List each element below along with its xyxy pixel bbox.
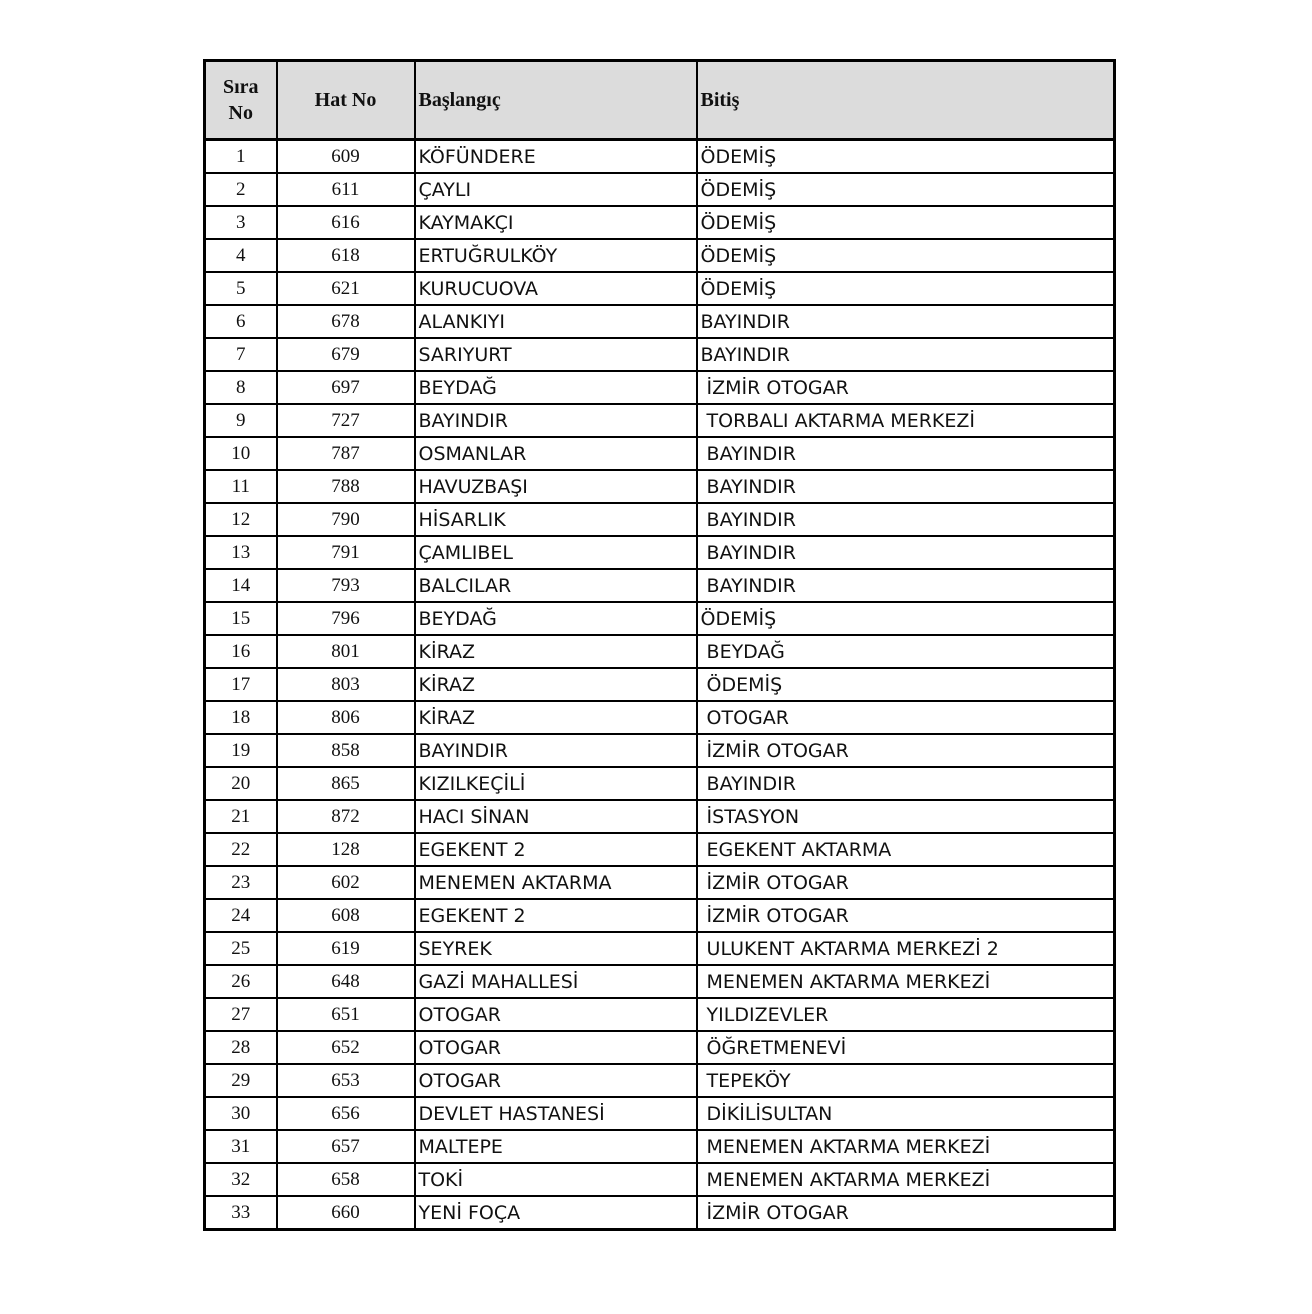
cell-sira-no: 16 <box>205 635 277 668</box>
cell-bitis: BAYINDIR <box>697 503 1115 536</box>
cell-bitis: ÖDEMİŞ <box>697 206 1115 239</box>
cell-hat-no: 793 <box>277 569 415 602</box>
cell-baslangic: ÇAMLIBEL <box>415 536 697 569</box>
cell-sira-no: 8 <box>205 371 277 404</box>
cell-baslangic: KIZILKEÇİLİ <box>415 767 697 800</box>
table-row <box>205 404 1115 437</box>
cell-bitis: MENEMEN AKTARMA MERKEZİ <box>697 1130 1115 1163</box>
cell-hat-no: 619 <box>277 932 415 965</box>
cell-sira-no: 21 <box>205 800 277 833</box>
cell-baslangic: OTOGAR <box>415 998 697 1031</box>
cell-bitis: EGEKENT AKTARMA <box>697 833 1115 866</box>
table-row <box>205 965 1115 998</box>
cell-baslangic: BEYDAĞ <box>415 602 697 635</box>
cell-sira-no: 32 <box>205 1163 277 1196</box>
cell-bitis: YILDIZEVLER <box>697 998 1115 1031</box>
cell-bitis: BAYINDIR <box>697 305 1115 338</box>
cell-hat-no: 872 <box>277 800 415 833</box>
table-row <box>205 272 1115 305</box>
cell-baslangic: HAVUZBAŞI <box>415 470 697 503</box>
cell-sira-no: 11 <box>205 470 277 503</box>
table-row <box>205 1130 1115 1163</box>
cell-hat-no: 621 <box>277 272 415 305</box>
cell-sira-no: 7 <box>205 338 277 371</box>
cell-sira-no: 14 <box>205 569 277 602</box>
cell-sira-no: 22 <box>205 833 277 866</box>
cell-bitis: ULUKENT AKTARMA MERKEZİ 2 <box>697 932 1115 965</box>
table-row <box>205 668 1115 701</box>
cell-hat-no: 801 <box>277 635 415 668</box>
table-row <box>205 602 1115 635</box>
cell-bitis: OTOGAR <box>697 701 1115 734</box>
cell-hat-no: 602 <box>277 866 415 899</box>
cell-bitis: BAYINDIR <box>697 437 1115 470</box>
cell-sira-no: 15 <box>205 602 277 635</box>
table-header <box>205 61 1115 140</box>
table-row <box>205 734 1115 767</box>
cell-bitis: BAYINDIR <box>697 470 1115 503</box>
cell-sira-no: 13 <box>205 536 277 569</box>
cell-hat-no: 678 <box>277 305 415 338</box>
cell-baslangic: MENEMEN AKTARMA <box>415 866 697 899</box>
table-row <box>205 305 1115 338</box>
cell-hat-no: 608 <box>277 899 415 932</box>
cell-bitis: BEYDAĞ <box>697 635 1115 668</box>
cell-sira-no: 17 <box>205 668 277 701</box>
cell-sira-no: 26 <box>205 965 277 998</box>
table-row <box>205 569 1115 602</box>
cell-hat-no: 653 <box>277 1064 415 1097</box>
cell-hat-no: 618 <box>277 239 415 272</box>
cell-baslangic: OTOGAR <box>415 1064 697 1097</box>
cell-baslangic: TOKİ <box>415 1163 697 1196</box>
table-row <box>205 932 1115 965</box>
table-row <box>205 536 1115 569</box>
cell-sira-no: 3 <box>205 206 277 239</box>
table-row <box>205 998 1115 1031</box>
cell-bitis: İSTASYON <box>697 800 1115 833</box>
header-sira-no: Sıra No <box>205 61 277 140</box>
cell-sira-no: 9 <box>205 404 277 437</box>
table-row <box>205 899 1115 932</box>
cell-baslangic: ÇAYLI <box>415 173 697 206</box>
cell-sira-no: 30 <box>205 1097 277 1130</box>
header-hat-no: Hat No <box>277 61 415 140</box>
cell-sira-no: 12 <box>205 503 277 536</box>
cell-hat-no: 790 <box>277 503 415 536</box>
table-row <box>205 1064 1115 1097</box>
cell-sira-no: 24 <box>205 899 277 932</box>
cell-baslangic: KAYMAKÇI <box>415 206 697 239</box>
table-row <box>205 866 1115 899</box>
cell-hat-no: 788 <box>277 470 415 503</box>
cell-baslangic: BAYINDIR <box>415 404 697 437</box>
cell-sira-no: 23 <box>205 866 277 899</box>
cell-bitis: DİKİLİSULTAN <box>697 1097 1115 1130</box>
cell-baslangic: ERTUĞRULKÖY <box>415 239 697 272</box>
cell-sira-no: 1 <box>205 140 277 174</box>
cell-bitis: BAYINDIR <box>697 767 1115 800</box>
table-row <box>205 173 1115 206</box>
cell-baslangic: EGEKENT 2 <box>415 899 697 932</box>
cell-bitis: MENEMEN AKTARMA MERKEZİ <box>697 965 1115 998</box>
cell-baslangic: MALTEPE <box>415 1130 697 1163</box>
cell-bitis: BAYINDIR <box>697 536 1115 569</box>
cell-hat-no: 697 <box>277 371 415 404</box>
cell-baslangic: GAZİ MAHALLESİ <box>415 965 697 998</box>
cell-hat-no: 858 <box>277 734 415 767</box>
cell-hat-no: 656 <box>277 1097 415 1130</box>
cell-bitis: MENEMEN AKTARMA MERKEZİ <box>697 1163 1115 1196</box>
cell-sira-no: 27 <box>205 998 277 1031</box>
route-table <box>203 59 1116 1231</box>
cell-baslangic: BALCILAR <box>415 569 697 602</box>
table-row <box>205 1097 1115 1130</box>
cell-baslangic: HACI SİNAN <box>415 800 697 833</box>
cell-hat-no: 787 <box>277 437 415 470</box>
cell-bitis: ÖDEMİŞ <box>697 173 1115 206</box>
cell-hat-no: 611 <box>277 173 415 206</box>
cell-bitis: BAYINDIR <box>697 338 1115 371</box>
table-body <box>205 140 1115 1230</box>
cell-sira-no: 6 <box>205 305 277 338</box>
cell-hat-no: 679 <box>277 338 415 371</box>
cell-sira-no: 2 <box>205 173 277 206</box>
cell-baslangic: SARIYURT <box>415 338 697 371</box>
cell-hat-no: 648 <box>277 965 415 998</box>
table-row <box>205 503 1115 536</box>
cell-bitis: ÖDEMİŞ <box>697 668 1115 701</box>
table-row <box>205 635 1115 668</box>
cell-baslangic: BEYDAĞ <box>415 371 697 404</box>
cell-hat-no: 651 <box>277 998 415 1031</box>
cell-sira-no: 25 <box>205 932 277 965</box>
cell-bitis: ÖDEMİŞ <box>697 602 1115 635</box>
cell-bitis: TEPEKÖY <box>697 1064 1115 1097</box>
cell-hat-no: 657 <box>277 1130 415 1163</box>
table-row <box>205 470 1115 503</box>
table-row <box>205 371 1115 404</box>
cell-baslangic: KİRAZ <box>415 668 697 701</box>
cell-hat-no: 658 <box>277 1163 415 1196</box>
cell-sira-no: 28 <box>205 1031 277 1064</box>
cell-hat-no: 865 <box>277 767 415 800</box>
header-row <box>205 61 1115 140</box>
cell-bitis: TORBALI AKTARMA MERKEZİ <box>697 404 1115 437</box>
cell-hat-no: 791 <box>277 536 415 569</box>
cell-baslangic: SEYREK <box>415 932 697 965</box>
cell-bitis: İZMİR OTOGAR <box>697 734 1115 767</box>
table-row <box>205 1031 1115 1064</box>
table-row <box>205 206 1115 239</box>
cell-bitis: ÖDEMİŞ <box>697 239 1115 272</box>
cell-baslangic: KURUCUOVA <box>415 272 697 305</box>
cell-bitis: İZMİR OTOGAR <box>697 866 1115 899</box>
cell-baslangic: KÖFÜNDERE <box>415 140 697 174</box>
cell-bitis: İZMİR OTOGAR <box>697 1196 1115 1230</box>
cell-sira-no: 19 <box>205 734 277 767</box>
table-row <box>205 833 1115 866</box>
cell-baslangic: HİSARLIK <box>415 503 697 536</box>
cell-baslangic: EGEKENT 2 <box>415 833 697 866</box>
cell-hat-no: 660 <box>277 1196 415 1230</box>
cell-baslangic: ALANKIYI <box>415 305 697 338</box>
cell-sira-no: 31 <box>205 1130 277 1163</box>
cell-sira-no: 20 <box>205 767 277 800</box>
cell-baslangic: BAYINDIR <box>415 734 697 767</box>
cell-bitis: İZMİR OTOGAR <box>697 371 1115 404</box>
cell-baslangic: OSMANLAR <box>415 437 697 470</box>
cell-baslangic: OTOGAR <box>415 1031 697 1064</box>
table-row <box>205 437 1115 470</box>
cell-bitis: İZMİR OTOGAR <box>697 899 1115 932</box>
cell-hat-no: 609 <box>277 140 415 174</box>
cell-baslangic: YENİ FOÇA <box>415 1196 697 1230</box>
cell-hat-no: 727 <box>277 404 415 437</box>
cell-bitis: ÖĞRETMENEVİ <box>697 1031 1115 1064</box>
cell-bitis: BAYINDIR <box>697 569 1115 602</box>
cell-hat-no: 652 <box>277 1031 415 1064</box>
header-baslangic: Başlangıç <box>415 61 697 140</box>
cell-baslangic: KİRAZ <box>415 635 697 668</box>
table-row <box>205 239 1115 272</box>
cell-bitis: ÖDEMİŞ <box>697 272 1115 305</box>
table-row <box>205 140 1115 174</box>
cell-hat-no: 806 <box>277 701 415 734</box>
table-row <box>205 338 1115 371</box>
cell-sira-no: 18 <box>205 701 277 734</box>
cell-hat-no: 796 <box>277 602 415 635</box>
cell-sira-no: 10 <box>205 437 277 470</box>
cell-bitis: ÖDEMİŞ <box>697 140 1115 174</box>
cell-sira-no: 29 <box>205 1064 277 1097</box>
table-row <box>205 800 1115 833</box>
cell-hat-no: 128 <box>277 833 415 866</box>
table-row <box>205 1196 1115 1230</box>
table-row <box>205 701 1115 734</box>
cell-sira-no: 4 <box>205 239 277 272</box>
table-row <box>205 1163 1115 1196</box>
cell-sira-no: 33 <box>205 1196 277 1230</box>
cell-baslangic: DEVLET HASTANESİ <box>415 1097 697 1130</box>
cell-hat-no: 803 <box>277 668 415 701</box>
table-row <box>205 767 1115 800</box>
cell-sira-no: 5 <box>205 272 277 305</box>
header-bitis: Bitiş <box>697 61 1115 140</box>
cell-baslangic: KİRAZ <box>415 701 697 734</box>
cell-hat-no: 616 <box>277 206 415 239</box>
